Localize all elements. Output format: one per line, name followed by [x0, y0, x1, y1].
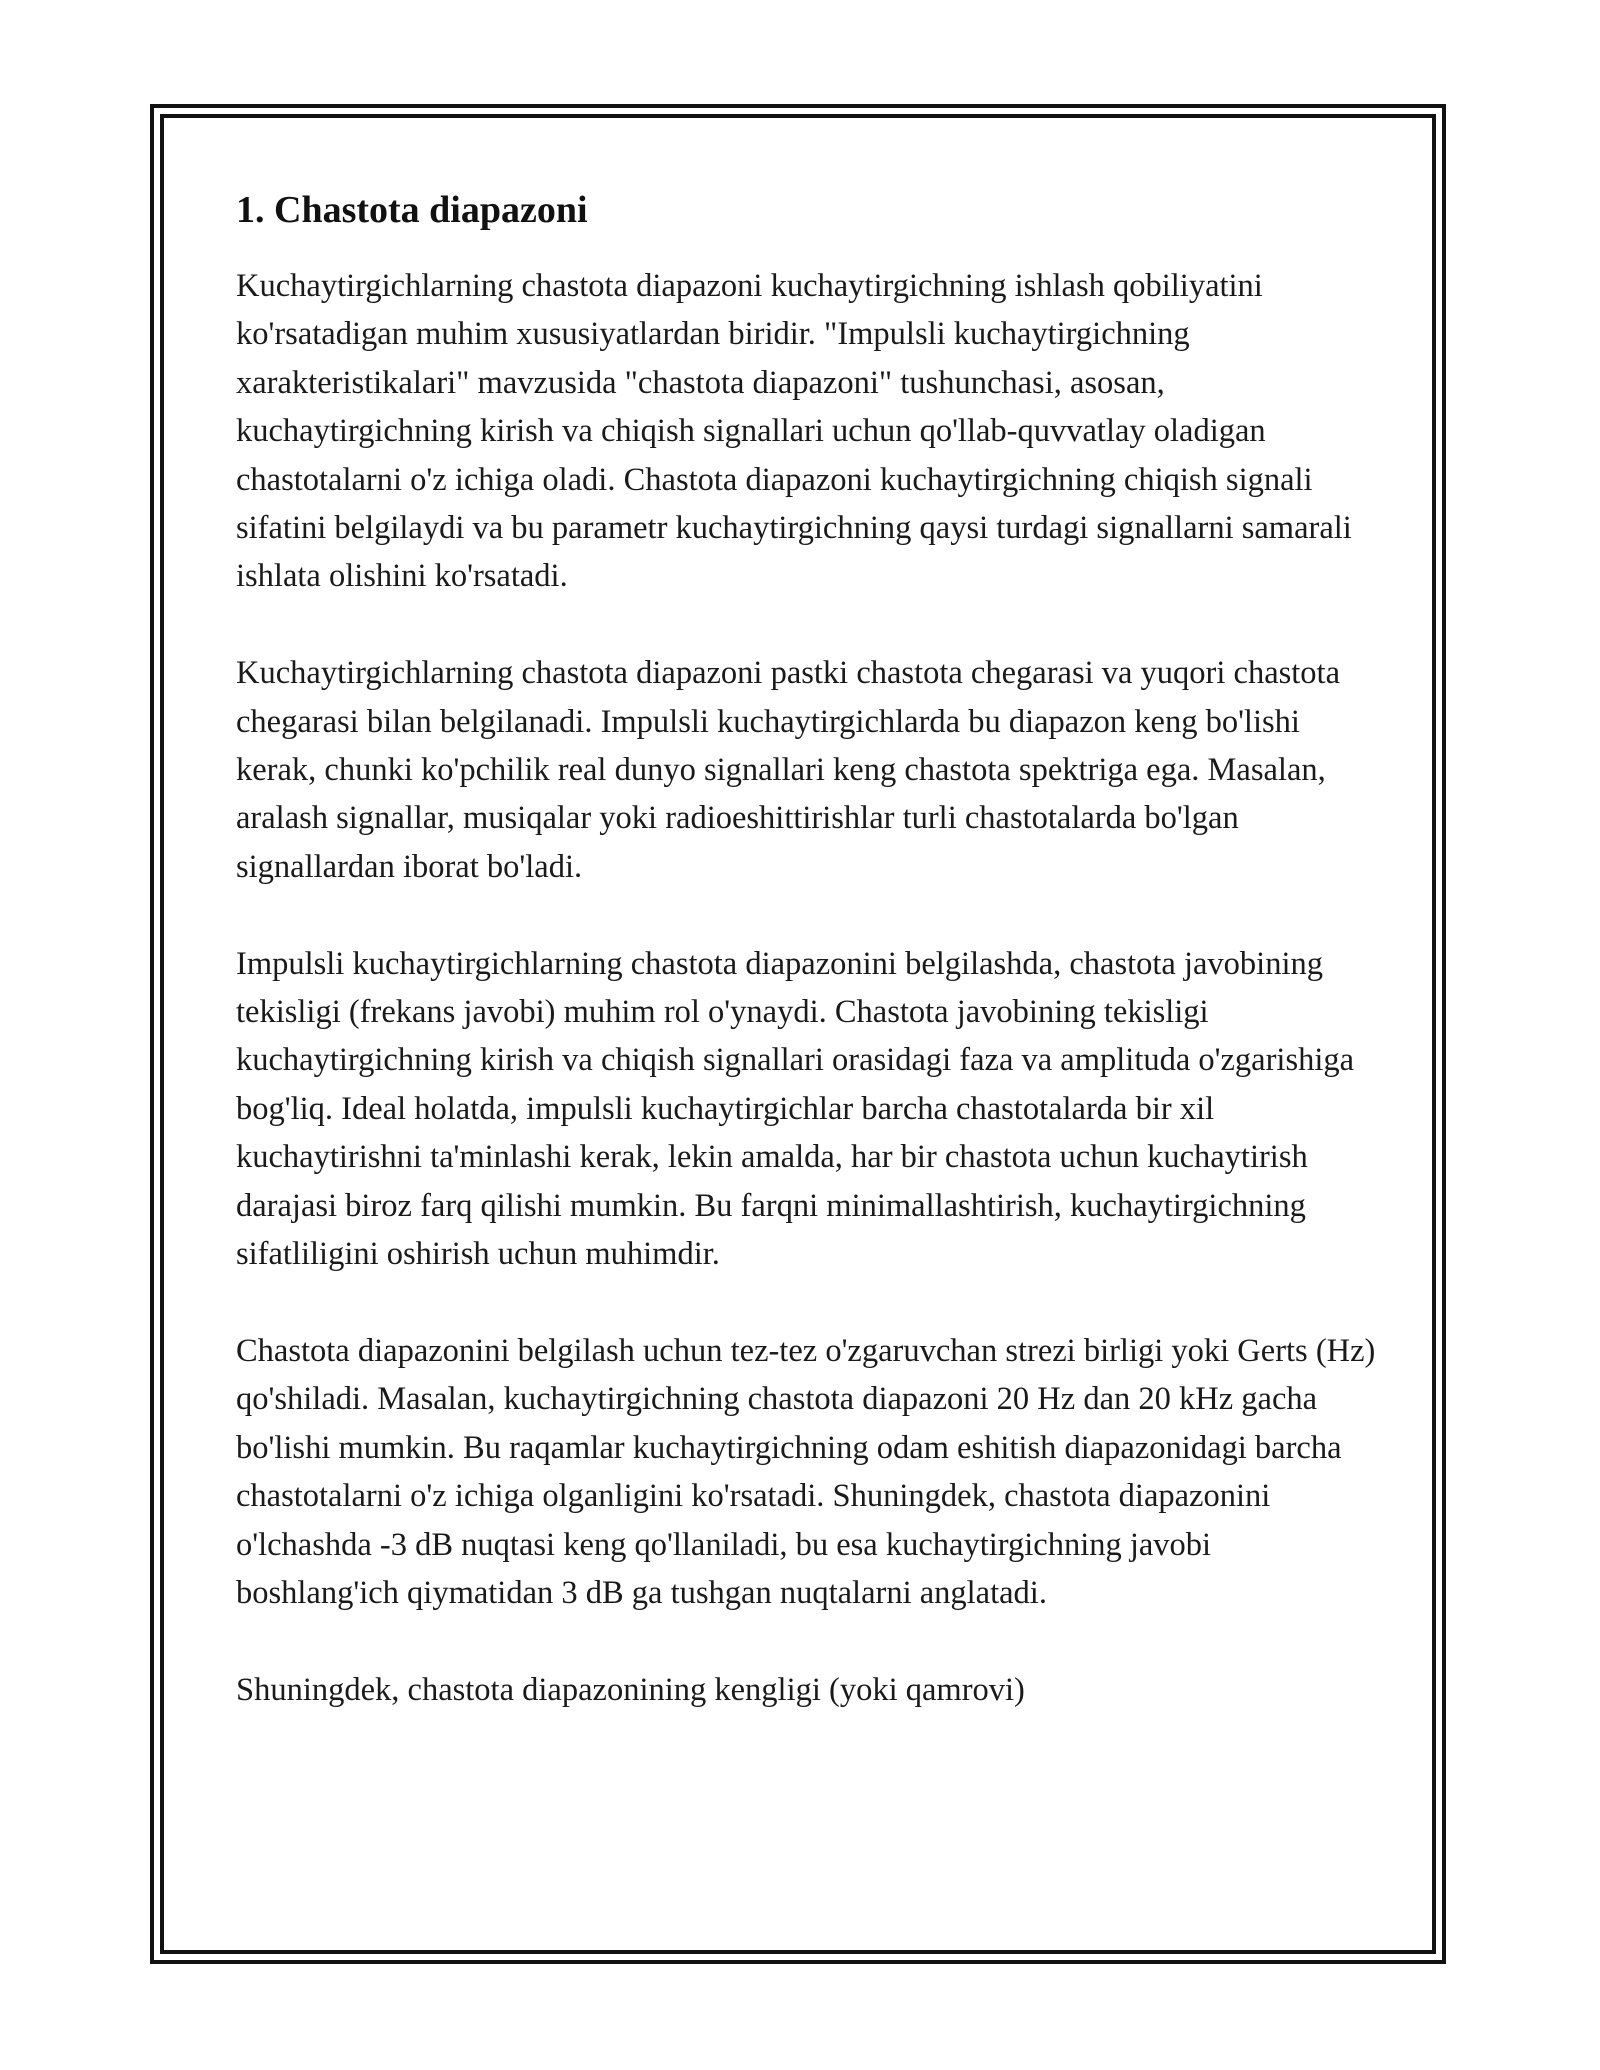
paragraph-4: Chastota diapazonini belgilash uchun tez-tez o'zgaruvchan strezi birligi yoki Gerts (Hz) qo'shiladi. Masalan, kuchaytirgichning chastota diapazoni 20 Hz dan 20 kHz gacha bo'lishi mumkin. Bu raqamlar kuchaytirgichning odam eshitish diapazonidagi barcha chastotalarni o'z ichiga olganligini ko'rsatadi. Shuningdek, chastota diapazonini o'lchashda -3 dB nuqtasi keng qo'llaniladi, bu esa kuchaytirgichning javobi boshlang'ich qiymatidan 3 dB ga tushgan nuqtalarni anglatadi. [236, 1332, 1376, 1611]
section-heading: 1. Chastota diapazoni [236, 189, 588, 231]
paragraph-5: Shuningdek, chastota diapazonining kengligi (yoki qamrovi) [236, 1671, 1025, 1708]
document-body [236, 186, 1376, 1763]
paragraph-3: Impulsli kuchaytirgichlarning chastota diapazonini belgilashda, chastota javobining tekisligi (frekans javobi) muhim rol o'ynaydi. Chastota javobining tekisligi kuchaytirgichning kirish va chiqish signallari orasidagi faza va amplituda o'zgarishiga bog'liq. Ideal holatda, impulsli kuchaytirgichlar barcha chastotalarda bir xil kuchaytirishni ta'minlashi kerak, lekin amalda, har bir chastota uchun kuchaytirish darajasi biroz farq qilishi mumkin. Bu farqni minimallashtirish, kuchaytirgichning sifatliligini oshirish uchun muhimdir. [236, 945, 1355, 1273]
paragraph-1: Kuchaytirgichlarning chastota diapazoni kuchaytirgichning ishlash qobiliyatini ko'rsatadigan muhim xususiyatlardan biridir. "Impulsli kuchaytirgichning xarakteristikalari" mavzusida "chastota diapazoni" tushunchasi, asosan, kuchaytirgichning kirish va chiqish signallari uchun qo'llab-quvvatlay oladigan chastotalarni o'z ichiga oladi. Chastota diapazoni kuchaytirgichning chiqish signali sifatini belgilaydi va bu parametr kuchaytirgichning qaysi turdagi signallarni samarali ishlata olishini ko'rsatadi. [236, 268, 1352, 595]
paragraph-2: Kuchaytirgichlarning chastota diapazoni pastki chastota chegarasi va yuqori chastota chegarasi bilan belgilanadi. Impulsli kuchaytirgichlarda bu diapazon keng bo'lishi kerak, chunki ko'pchilik real dunyo signallari keng chastota spektriga ega. Masalan, aralash signallar, musiqalar yoki radioeshittirishlar turli chastotalarda bo'lgan signallardan iborat bo'ladi. [236, 655, 1341, 885]
